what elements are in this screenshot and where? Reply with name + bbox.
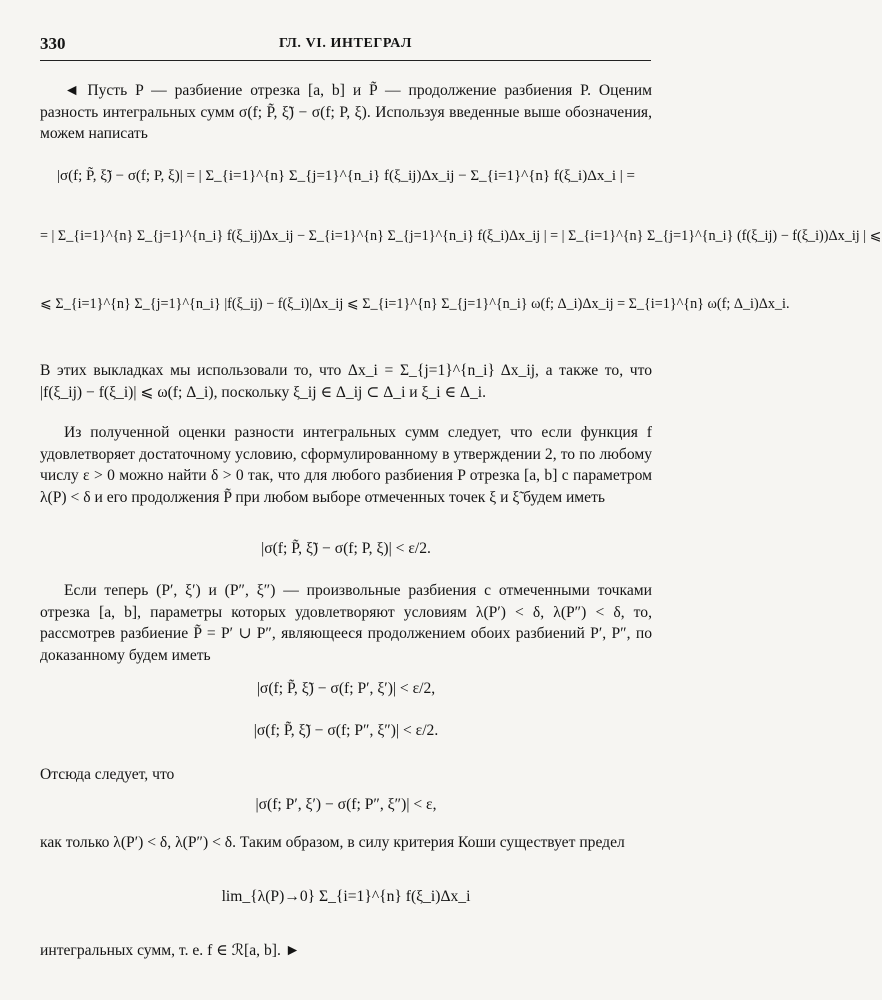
paragraph-remark: В этих выкладках мы использовали то, что Δx_i = Σ_{j=1}^{n_i} Δx_ij, а также то, что |f(ξ_ij) − f(ξ_i)| ⩽ ω(f; Δ_i), поскольку ξ_ij ∈ Δ_ij ⊂ Δ_i и ξ_i ∈ Δ_i. xyxy=(40,362,652,401)
chapter-title: ГЛ. VI. ИНТЕГРАЛ xyxy=(278,36,413,51)
page-header xyxy=(40,34,651,61)
page-number: 330 xyxy=(40,34,66,53)
equation-line-2: = | Σ_{i=1}^{n} Σ_{j=1}^{n_i} f(ξ_ij)Δx_ij − Σ_{i=1}^{n} Σ_{j=1}^{n_i} f(ξ_i)Δx_ij | = | Σ_{i=1}^{n} Σ_{j=1}^{n_i} (f(ξ_ij) − f(ξ_i))Δx_ij | ⩽ xyxy=(40,228,882,244)
paragraph-two-partitions: Если теперь (P′, ξ′) и (P″, ξ″) — произвольные разбиения с отмеченными точками отрезка [a, b], параметры которых удовлетворяют условиям λ(P′) < δ, λ(P″) < δ, то, рассмотрев разбиение P̃ = P′ ∪ P″, являющееся продолжением обоих разбиений P′, P″, по доказанному будем иметь xyxy=(40,582,652,664)
equation-line-3: ⩽ Σ_{i=1}^{n} Σ_{j=1}^{n_i} |f(ξ_ij) − f(ξ_i)|Δx_ij ⩽ Σ_{i=1}^{n} Σ_{j=1}^{n_i} ω(f; Δ_i)Δx_ij = Σ_{i=1}^{n} ω(f; Δ_i)Δx_i. xyxy=(40,296,790,312)
paragraph-estimate: Из полученной оценки разности интегральных сумм следует, что если функция f удовлетворяет достаточному условию, сформулированному в утверждении 2, то по любому числу ε > 0 можно найти δ > 0 так, что для любого разбиения P отрезка [a, b] с параметром λ(P) < δ и его продолжения P̃ при любом выборе отмеченных точек ξ и ξ̃ будем иметь xyxy=(40,424,652,506)
equation-line-1: |σ(f; P̃, ξ̃) − σ(f; P, ξ)| = | Σ_{i=1}^{n} Σ_{j=1}^{n_i} f(ξ_ij)Δx_ij − Σ_{i=1}^{n} f(ξ_i)Δx_i | = xyxy=(57,168,635,184)
paragraph-proof-start: ◄ Пусть P — разбиение отрезка [a, b] и P̃ — продолжение разбиения P. Оценим разность интегральных сумм σ(f; P̃, ξ̃) − σ(f; P, ξ). Используя введенные выше обозначения, можем написать xyxy=(40,82,652,142)
equation-bound-b: |σ(f; P̃, ξ̃) − σ(f; P″, ξ″)| < ε/2. xyxy=(253,722,439,739)
equation-bound-a: |σ(f; P̃, ξ̃) − σ(f; P′, ξ′)| < ε/2, xyxy=(256,680,436,697)
paragraph-limit-exists: как только λ(P′) < δ, λ(P″) < δ. Таким образом, в силу критерия Коши существует предел xyxy=(40,834,625,851)
equation-half-epsilon: |σ(f; P̃, ξ̃) − σ(f; P, ξ)| < ε/2. xyxy=(261,540,431,557)
paragraph-conclusion: интегральных сумм, т. е. f ∈ ℛ[a, b]. ► xyxy=(40,942,301,959)
equation-limit: lim_{λ(P)→0} Σ_{i=1}^{n} f(ξ_i)Δx_i xyxy=(221,888,471,905)
equation-cauchy: |σ(f; P′, ξ′) − σ(f; P″, ξ″)| < ε, xyxy=(255,796,437,813)
paragraph-hence: Отсюда следует, что xyxy=(40,766,175,783)
